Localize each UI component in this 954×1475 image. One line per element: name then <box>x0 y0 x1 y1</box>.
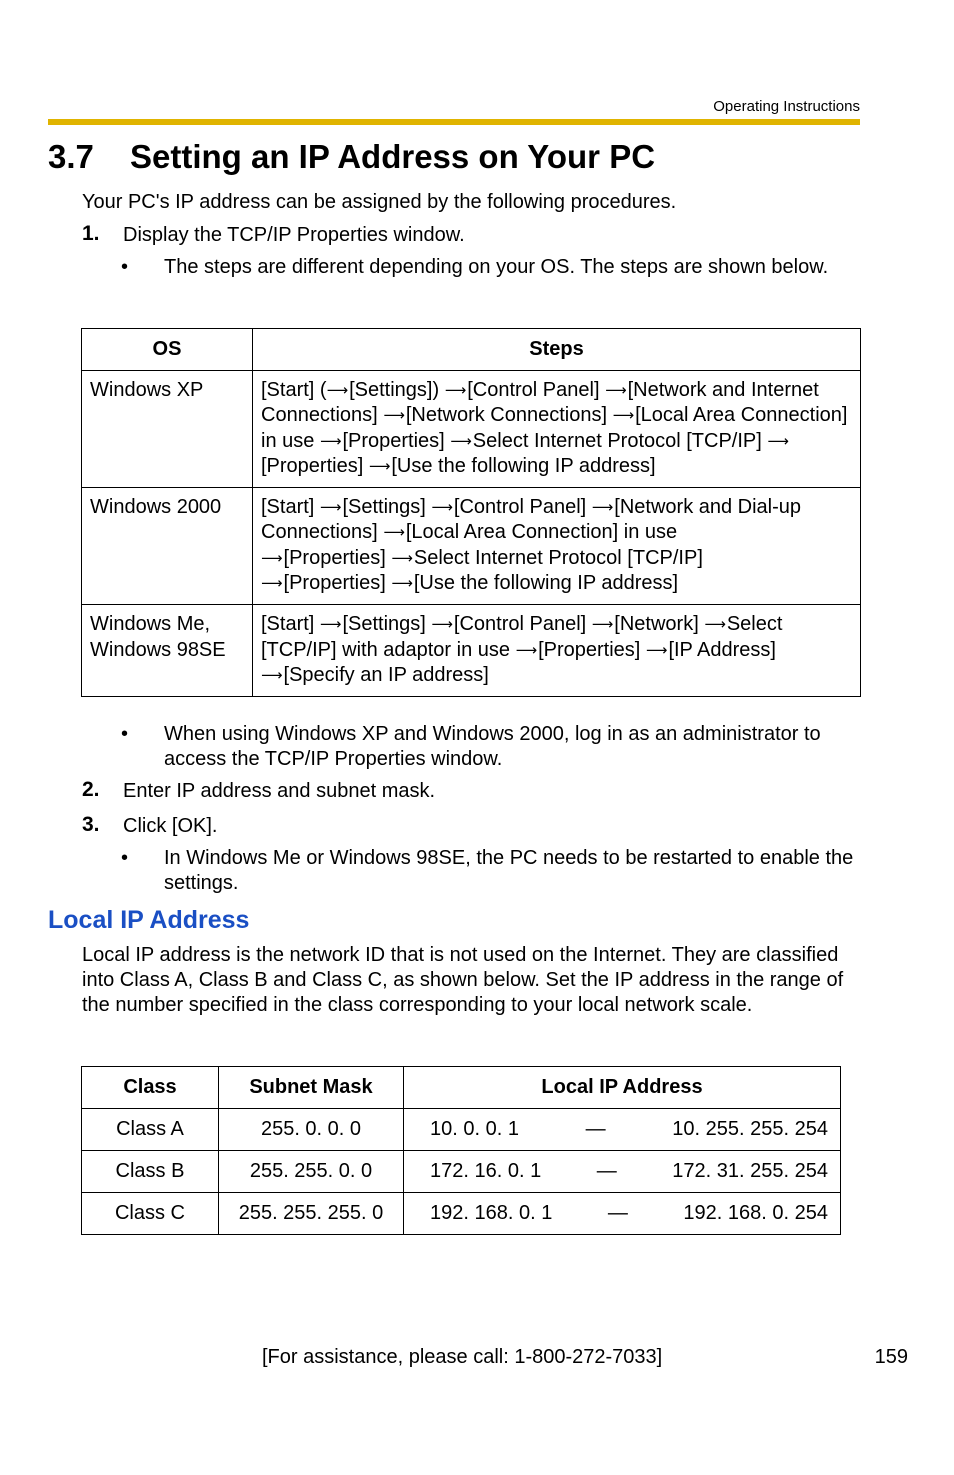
steps-cell: [Start] ⟶[Settings] ⟶[Control Panel] ⟶[Network] ⟶Select [TCP/IP] with adaptor in use ⟶[Properties] ⟶[IP Address] ⟶[Specify an IP address] <box>253 605 861 697</box>
local-ip-description: Local IP address is the network ID that is not used on the Internet. They are classified into Class A, Class B and Class C, as shown below. Set the IP address in the range of the number specified in the class corresponding to your local network scale. <box>82 944 844 1016</box>
intro-text: Your PC's IP address can be assigned by the following procedures. <box>82 191 677 213</box>
right-arrow-icon: ⟶ <box>767 432 789 450</box>
right-arrow-icon: ⟶ <box>431 616 453 634</box>
right-arrow-icon: ⟶ <box>591 616 614 634</box>
right-arrow-icon: ⟶ <box>261 575 283 593</box>
section-title-text: Setting an IP Address on Your PC <box>130 138 656 175</box>
step-text: Enter IP address and subnet mask. <box>123 780 436 802</box>
right-arrow-icon: ⟶ <box>261 549 283 567</box>
section-number: 3.7 <box>48 138 94 175</box>
table-row <box>82 1109 841 1151</box>
right-arrow-icon: ⟶ <box>645 641 668 659</box>
right-arrow-icon: ⟶ <box>704 616 726 634</box>
step-number: 3. <box>82 813 100 836</box>
column-header-class: Class <box>82 1067 219 1109</box>
table-row <box>82 488 861 605</box>
column-header-local-ip: Local IP Address <box>404 1067 841 1109</box>
range-dash: — <box>585 1118 606 1140</box>
range-start: 172. 16. 0. 1 <box>430 1160 542 1182</box>
column-header-subnet-mask: Subnet Mask <box>219 1067 404 1109</box>
right-arrow-icon: ⟶ <box>444 382 467 399</box>
range-dash: — <box>607 1202 628 1224</box>
running-header: Operating Instructions <box>713 98 860 115</box>
bullet-icon: • <box>121 847 129 869</box>
right-arrow-icon: ⟶ <box>319 432 342 450</box>
right-arrow-icon: ⟶ <box>383 524 405 542</box>
assistance-footer: [For assistance, please call: 1-800-272-7033] <box>262 1346 663 1368</box>
table-row <box>82 1151 841 1193</box>
os-steps-table <box>81 328 861 697</box>
header-rule <box>48 119 860 125</box>
right-arrow-icon: ⟶ <box>391 549 413 567</box>
bullet-text: In Windows Me or Windows 98SE, the PC needs to be restarted to enable the settings. <box>164 847 854 894</box>
bullet-icon: • <box>121 723 129 745</box>
right-arrow-icon: ⟶ <box>383 407 405 425</box>
mask-cell: 255. 0. 0. 0 <box>219 1109 404 1151</box>
right-arrow-icon: ⟶ <box>515 641 538 659</box>
right-arrow-icon: ⟶ <box>605 382 627 399</box>
right-arrow-icon: ⟶ <box>450 432 472 450</box>
ip-range-cell <box>404 1109 841 1151</box>
class-cell: Class B <box>82 1151 219 1193</box>
section-title <box>48 138 655 176</box>
table-row <box>82 1193 841 1235</box>
right-arrow-icon: ⟶ <box>612 407 635 425</box>
os-name: Windows XP <box>82 371 253 488</box>
ip-range-cell <box>404 1193 841 1235</box>
table-header-row <box>82 329 861 371</box>
class-cell: Class A <box>82 1109 219 1151</box>
right-arrow-icon: ⟶ <box>319 499 342 517</box>
right-arrow-icon: ⟶ <box>326 382 349 399</box>
local-ip-table <box>81 1066 841 1235</box>
range-start: 192. 168. 0. 1 <box>430 1202 553 1224</box>
right-arrow-icon: ⟶ <box>261 666 283 684</box>
step-number: 2. <box>82 778 100 801</box>
class-cell: Class C <box>82 1193 219 1235</box>
range-end: 192. 168. 0. 254 <box>683 1202 828 1224</box>
right-arrow-icon: ⟶ <box>368 457 391 475</box>
table-header-row <box>82 1067 841 1109</box>
table-row <box>82 605 861 697</box>
column-header-steps: Steps <box>253 329 861 371</box>
right-arrow-icon: ⟶ <box>391 575 413 593</box>
right-arrow-icon: ⟶ <box>591 499 614 517</box>
bullet-icon: • <box>121 256 129 278</box>
os-name: Windows 2000 <box>82 488 253 605</box>
subheading-local-ip: Local IP Address <box>48 906 250 934</box>
table-row <box>82 371 861 488</box>
range-end: 10. 255. 255. 254 <box>672 1118 828 1140</box>
mask-cell: 255. 255. 0. 0 <box>219 1151 404 1193</box>
range-start: 10. 0. 0. 1 <box>430 1118 519 1140</box>
range-end: 172. 31. 255. 254 <box>672 1160 828 1182</box>
step-number: 1. <box>82 222 100 245</box>
bullet-text: When using Windows XP and Windows 2000, log in as an administrator to access the TCP/IP Properties window. <box>164 723 821 770</box>
column-header-os: OS <box>82 329 253 371</box>
step-text: Click [OK]. <box>123 815 218 837</box>
step-text: Display the TCP/IP Properties window. <box>123 224 465 246</box>
steps-cell: [Start] ⟶[Settings] ⟶[Control Panel] ⟶[Network and Dial-up Connections] ⟶[Local Area Connection] in use ⟶[Properties] ⟶Select Internet Protocol [TCP/IP] ⟶[Properties] ⟶[Use the following IP address] <box>253 488 861 605</box>
right-arrow-icon: ⟶ <box>319 616 342 634</box>
steps-cell: [Start] (⟶[Settings]) ⟶[Control Panel] ⟶[Network and Internet Connections] ⟶[Network Connections] ⟶[Local Area Connection] in use ⟶[Properties] ⟶Select Internet Protocol [TCP/IP] ⟶[Properties] ⟶[Use the following IP address] <box>253 371 861 488</box>
ip-range-cell <box>404 1151 841 1193</box>
mask-cell: 255. 255. 255. 0 <box>219 1193 404 1235</box>
bullet-text: The steps are different depending on your OS. The steps are shown below. <box>164 256 829 278</box>
page-number: 159 <box>874 1346 908 1368</box>
os-name: Windows Me, Windows 98SE <box>82 605 253 697</box>
range-dash: — <box>596 1160 617 1182</box>
right-arrow-icon: ⟶ <box>431 499 453 517</box>
